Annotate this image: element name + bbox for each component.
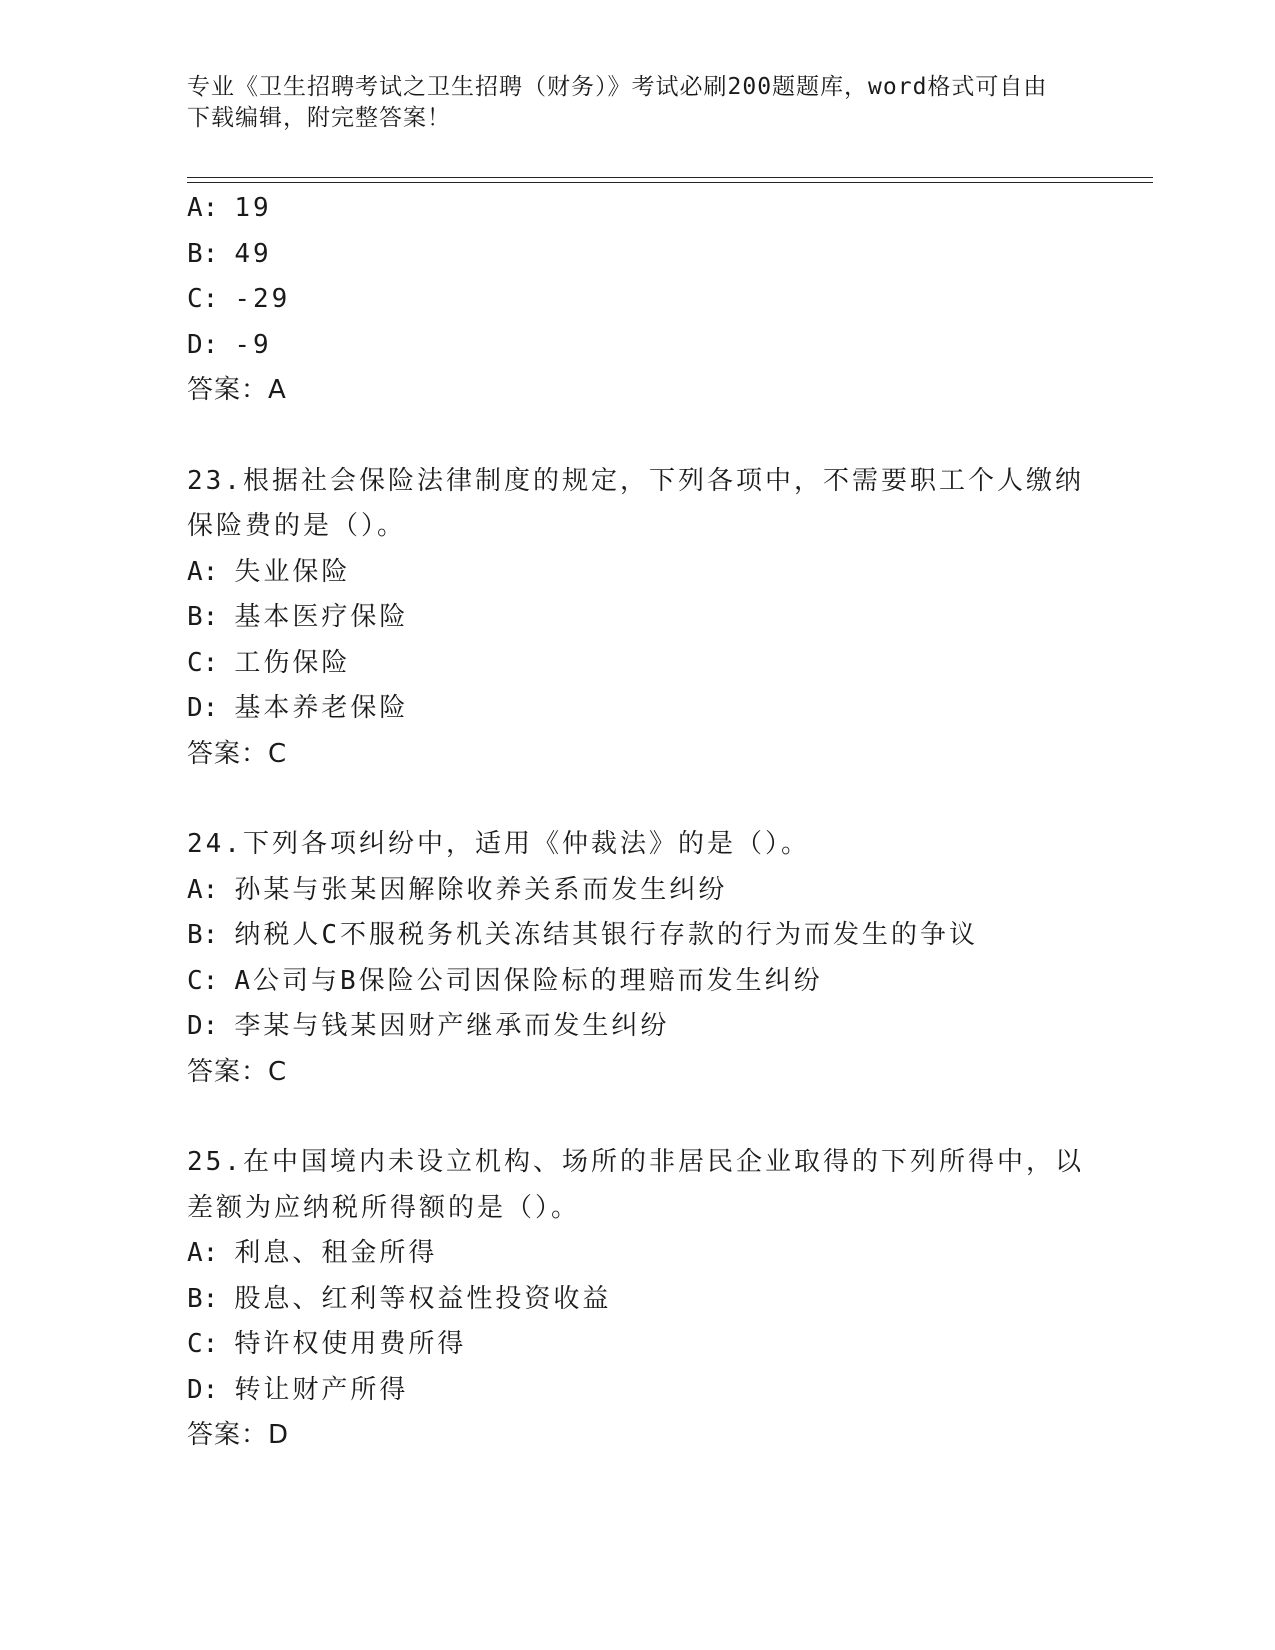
answer-line: 答案：D	[187, 1420, 290, 1450]
answer-line: 答案：C	[187, 738, 288, 769]
question-23	[187, 459, 1087, 778]
question-stem-continued: 保险费的是（）。	[187, 511, 407, 541]
question-stem: 25.在中国境内未设立机构、场所的非居民企业取得的下列所得中，以	[187, 1147, 1084, 1177]
option-c: C: -29	[187, 284, 291, 314]
option-c: C: 特许权使用费所得	[187, 1329, 467, 1359]
question-stem: 24.下列各项纠纷中，适用《仲裁法》的是（）。	[187, 829, 810, 859]
option-a: A: 孙某与张某因解除收养关系而发生纠纷	[187, 874, 728, 905]
option-b: B: 纳税人C不服税务机关冻结其银行存款的行为而发生的争议	[187, 920, 978, 950]
option-b: B: 股息、红利等权益性投资收益	[187, 1283, 612, 1314]
option-b: B: 49	[187, 238, 272, 269]
option-b: B: 基本医疗保险	[187, 602, 409, 632]
answer-line: 答案：A	[187, 375, 287, 405]
previous-question-block	[187, 186, 1087, 414]
option-d: D: 李某与钱某因财产继承而发生纠纷	[187, 1011, 670, 1041]
option-a: A: 19	[187, 193, 272, 223]
option-c: C: A公司与B保险公司因保险标的理赔而发生纠纷	[187, 965, 823, 996]
question-25	[187, 1140, 1087, 1459]
option-a: A: 利息、租金所得	[187, 1238, 438, 1268]
option-d: D: 转让财产所得	[187, 1374, 409, 1405]
answer-line: 答案：C	[187, 1056, 288, 1087]
question-stem-continued: 差额为应纳税所得额的是（）。	[187, 1192, 581, 1223]
document-header-title: 专业《卫生招聘考试之卫生招聘（财务）》考试必刷200题题库，word格式可自由下载编辑，附完整答案！	[187, 74, 1048, 131]
question-stem: 23.根据社会保险法律制度的规定，下列各项中，不需要职工个人缴纳	[187, 465, 1084, 496]
option-c: C: 工伤保险	[187, 647, 351, 678]
option-a: A: 失业保险	[187, 556, 351, 587]
header-divider-bottom	[187, 182, 1153, 183]
header-divider-top	[187, 177, 1153, 178]
question-24	[187, 822, 1087, 1095]
option-d: D: -9	[187, 329, 272, 360]
option-d: D: 基本养老保险	[187, 693, 409, 723]
question-content	[187, 186, 1087, 1459]
